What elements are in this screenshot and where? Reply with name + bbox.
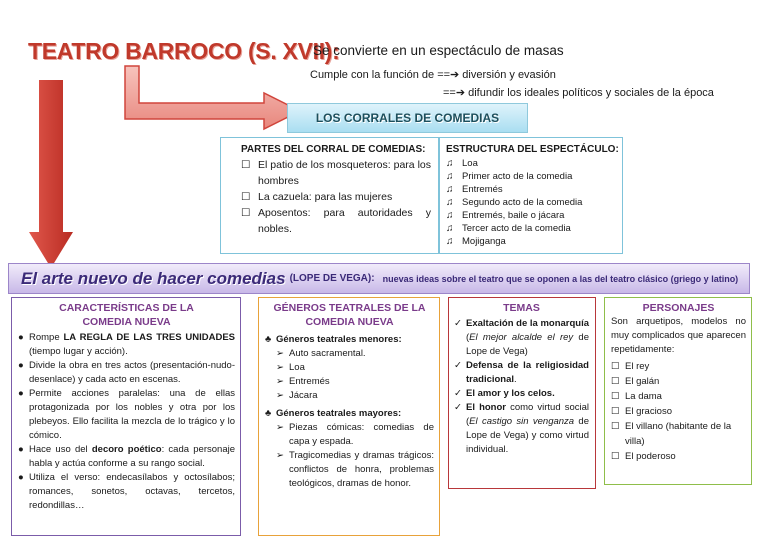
list-item: ➢ Entremés	[276, 376, 330, 387]
list-item: ♫ Mojiganga	[446, 236, 506, 247]
list-item: ➢ Piezas cómicas: comedias de capa y espada.	[276, 422, 434, 447]
temas-heading: TEMAS	[503, 302, 540, 314]
partes-box	[220, 137, 439, 254]
music-note-icon: ♫	[446, 158, 454, 169]
arrow-down-icon	[27, 80, 75, 270]
personajes-list	[611, 359, 746, 464]
music-note-icon: ♫	[446, 184, 454, 195]
dot-bullet-icon: ●	[18, 472, 24, 483]
square-bullet-icon: ☐	[611, 451, 620, 462]
page-title: TEATRO BARROCO (S. XVII):	[28, 38, 340, 64]
function-line-1: Cumple con la función de ==➔ diversión y evasión	[310, 69, 556, 81]
list-item: ☐ La cazuela: para las mujeres	[241, 191, 393, 203]
generos-heading-1: GÉNEROS TEATRALES DE LA	[273, 302, 426, 314]
dot-bullet-icon: ●	[18, 332, 24, 343]
square-bullet-icon: ☐	[611, 406, 620, 417]
square-bullet-icon: ☐	[241, 207, 251, 219]
list-item: ♫ Loa	[446, 158, 478, 169]
arrow-bullet-icon: ➢	[276, 376, 284, 387]
list-item: ➢ Auto sacramental.	[276, 348, 366, 359]
list-item: ☐ La dama	[611, 391, 662, 402]
page-subtitle: Se convierte en un espectáculo de masas	[313, 43, 564, 58]
list-item: ● Divide la obra en tres actos (presentación-nudo-desenlace) y cada acto en escenas.	[18, 360, 235, 385]
list-item: ✓ Defensa de la religiosidad tradicional.	[454, 360, 589, 385]
square-bullet-icon: ☐	[241, 159, 251, 171]
list-item: ● Permite acciones paralelas: una de ellas protagonizada por los nobles y otra por los plebeyos. Ello facilita la mezcla de lo trágico y lo cómico.	[18, 388, 235, 441]
list-item: ✓ El honor como virtud social (El castigo sin venganza de Lope de Vega) y como virtud individual.	[454, 402, 589, 455]
list-item: ➢ Tragicomedias y dramas trágicos: conflictos de honra, problemas teológicos, dramas de honor.	[276, 450, 434, 489]
list-item: ♫ Entremés, baile o jácara	[446, 210, 565, 221]
music-note-icon: ♫	[446, 210, 454, 221]
arrow-bullet-icon: ➢	[276, 390, 284, 401]
generos-mayores-heading: ♣ Géneros teatrales mayores:	[265, 408, 402, 419]
list-item: ♫ Tercer acto de la comedia	[446, 223, 571, 234]
temas-box	[448, 297, 596, 489]
square-bullet-icon: ☐	[611, 376, 620, 387]
estructura-box	[439, 137, 623, 254]
arte-nuevo-title: El arte nuevo de hacer comedias	[21, 268, 286, 288]
list-item: ☐ El poderoso	[611, 451, 676, 462]
estructura-heading: ESTRUCTURA DEL ESPECTÁCULO:	[446, 144, 619, 155]
function-line-2: ==➔ difundir los ideales políticos y sociales de la época	[443, 87, 714, 99]
club-bullet-icon: ♣	[265, 334, 272, 345]
arrow-bullet-icon: ➢	[276, 348, 284, 359]
list-item: ✓ Exaltación de la monarquía (El mejor alcalde el rey de Lope de Vega)	[454, 318, 590, 357]
generos-heading-2: COMEDIA NUEVA	[305, 316, 394, 328]
list-item: ● Utiliza el verso: endecasílabos y octosílabos; romances, sonetos, octavas, tercetos, redondillas…	[18, 472, 235, 511]
generos-box	[258, 297, 440, 536]
corrales-title: LOS CORRALES DE COMEDIAS	[315, 111, 500, 125]
arrow-bullet-icon: ➢	[276, 362, 284, 373]
check-icon: ✓	[454, 388, 462, 399]
list-item: ☐ El galán	[611, 376, 660, 387]
list-item: ● Rompe LA REGLA DE LAS TRES UNIDADES (tiempo lugar y acción).	[18, 332, 235, 357]
personajes-heading: PERSONAJES	[642, 302, 715, 314]
list-item: ☐ El rey	[611, 361, 650, 372]
list-item: ➢ Loa	[276, 362, 305, 373]
square-bullet-icon: ☐	[241, 191, 251, 203]
square-bullet-icon: ☐	[611, 361, 620, 372]
music-note-icon: ♫	[446, 223, 454, 234]
generos-menores-heading: ♣ Géneros teatrales menores:	[265, 334, 402, 345]
check-icon: ✓	[454, 318, 462, 329]
club-bullet-icon: ♣	[265, 408, 272, 419]
list-item: ☐ El villano (habitante de la villa)	[611, 421, 732, 447]
square-bullet-icon: ☐	[611, 391, 620, 402]
list-item: ♫ Segundo acto de la comedia	[446, 197, 583, 208]
music-note-icon: ♫	[446, 197, 454, 208]
list-item: ✓ El amor y los celos.	[454, 388, 555, 399]
caracteristicas-box	[11, 297, 241, 536]
corrales-banner	[287, 103, 528, 133]
square-bullet-icon: ☐	[611, 421, 620, 432]
arte-nuevo-banner	[8, 263, 750, 294]
arte-nuevo-description: nuevas ideas sobre el teatro que se oponen a las del teatro clásico (griego y latino)	[382, 273, 739, 284]
caracteristicas-heading-1: CARACTERÍSTICAS DE LA	[59, 302, 194, 314]
check-icon: ✓	[454, 360, 462, 371]
arrow-bullet-icon: ➢	[276, 422, 284, 433]
music-note-icon: ♫	[446, 236, 454, 247]
list-item: ➢ Jácara	[276, 390, 318, 401]
partes-heading: PARTES DEL CORRAL DE COMEDIAS:	[241, 144, 426, 155]
list-item: ☐ Aposentos: para autoridades y nobles.	[241, 207, 431, 235]
check-icon: ✓	[454, 402, 462, 413]
list-item: ☐ El patio de los mosqueteros: para los hombres	[241, 159, 431, 187]
personajes-box	[604, 297, 752, 485]
estructura-list	[446, 157, 618, 248]
dot-bullet-icon: ●	[18, 444, 24, 455]
list-item: ♫ Primer acto de la comedia	[446, 171, 573, 182]
arte-nuevo-author: (LOPE DE VEGA):	[289, 273, 375, 284]
partes-list	[241, 157, 431, 237]
caracteristicas-heading-2: COMEDIA NUEVA	[82, 316, 171, 328]
list-item: ♫ Entremés	[446, 184, 503, 195]
personajes-intro: Son arquetipos, modelos no muy complicados que aparecen repetidamente:	[611, 316, 746, 355]
music-note-icon: ♫	[446, 171, 454, 182]
dot-bullet-icon: ●	[18, 360, 24, 371]
list-item: ☐ El gracioso	[611, 406, 672, 417]
arrow-right-icon	[124, 65, 302, 145]
dot-bullet-icon: ●	[18, 388, 24, 399]
arrow-bullet-icon: ➢	[276, 450, 284, 461]
list-item: ● Hace uso del decoro poético: cada personaje habla y actúa conforme a su rango social.	[18, 444, 235, 469]
